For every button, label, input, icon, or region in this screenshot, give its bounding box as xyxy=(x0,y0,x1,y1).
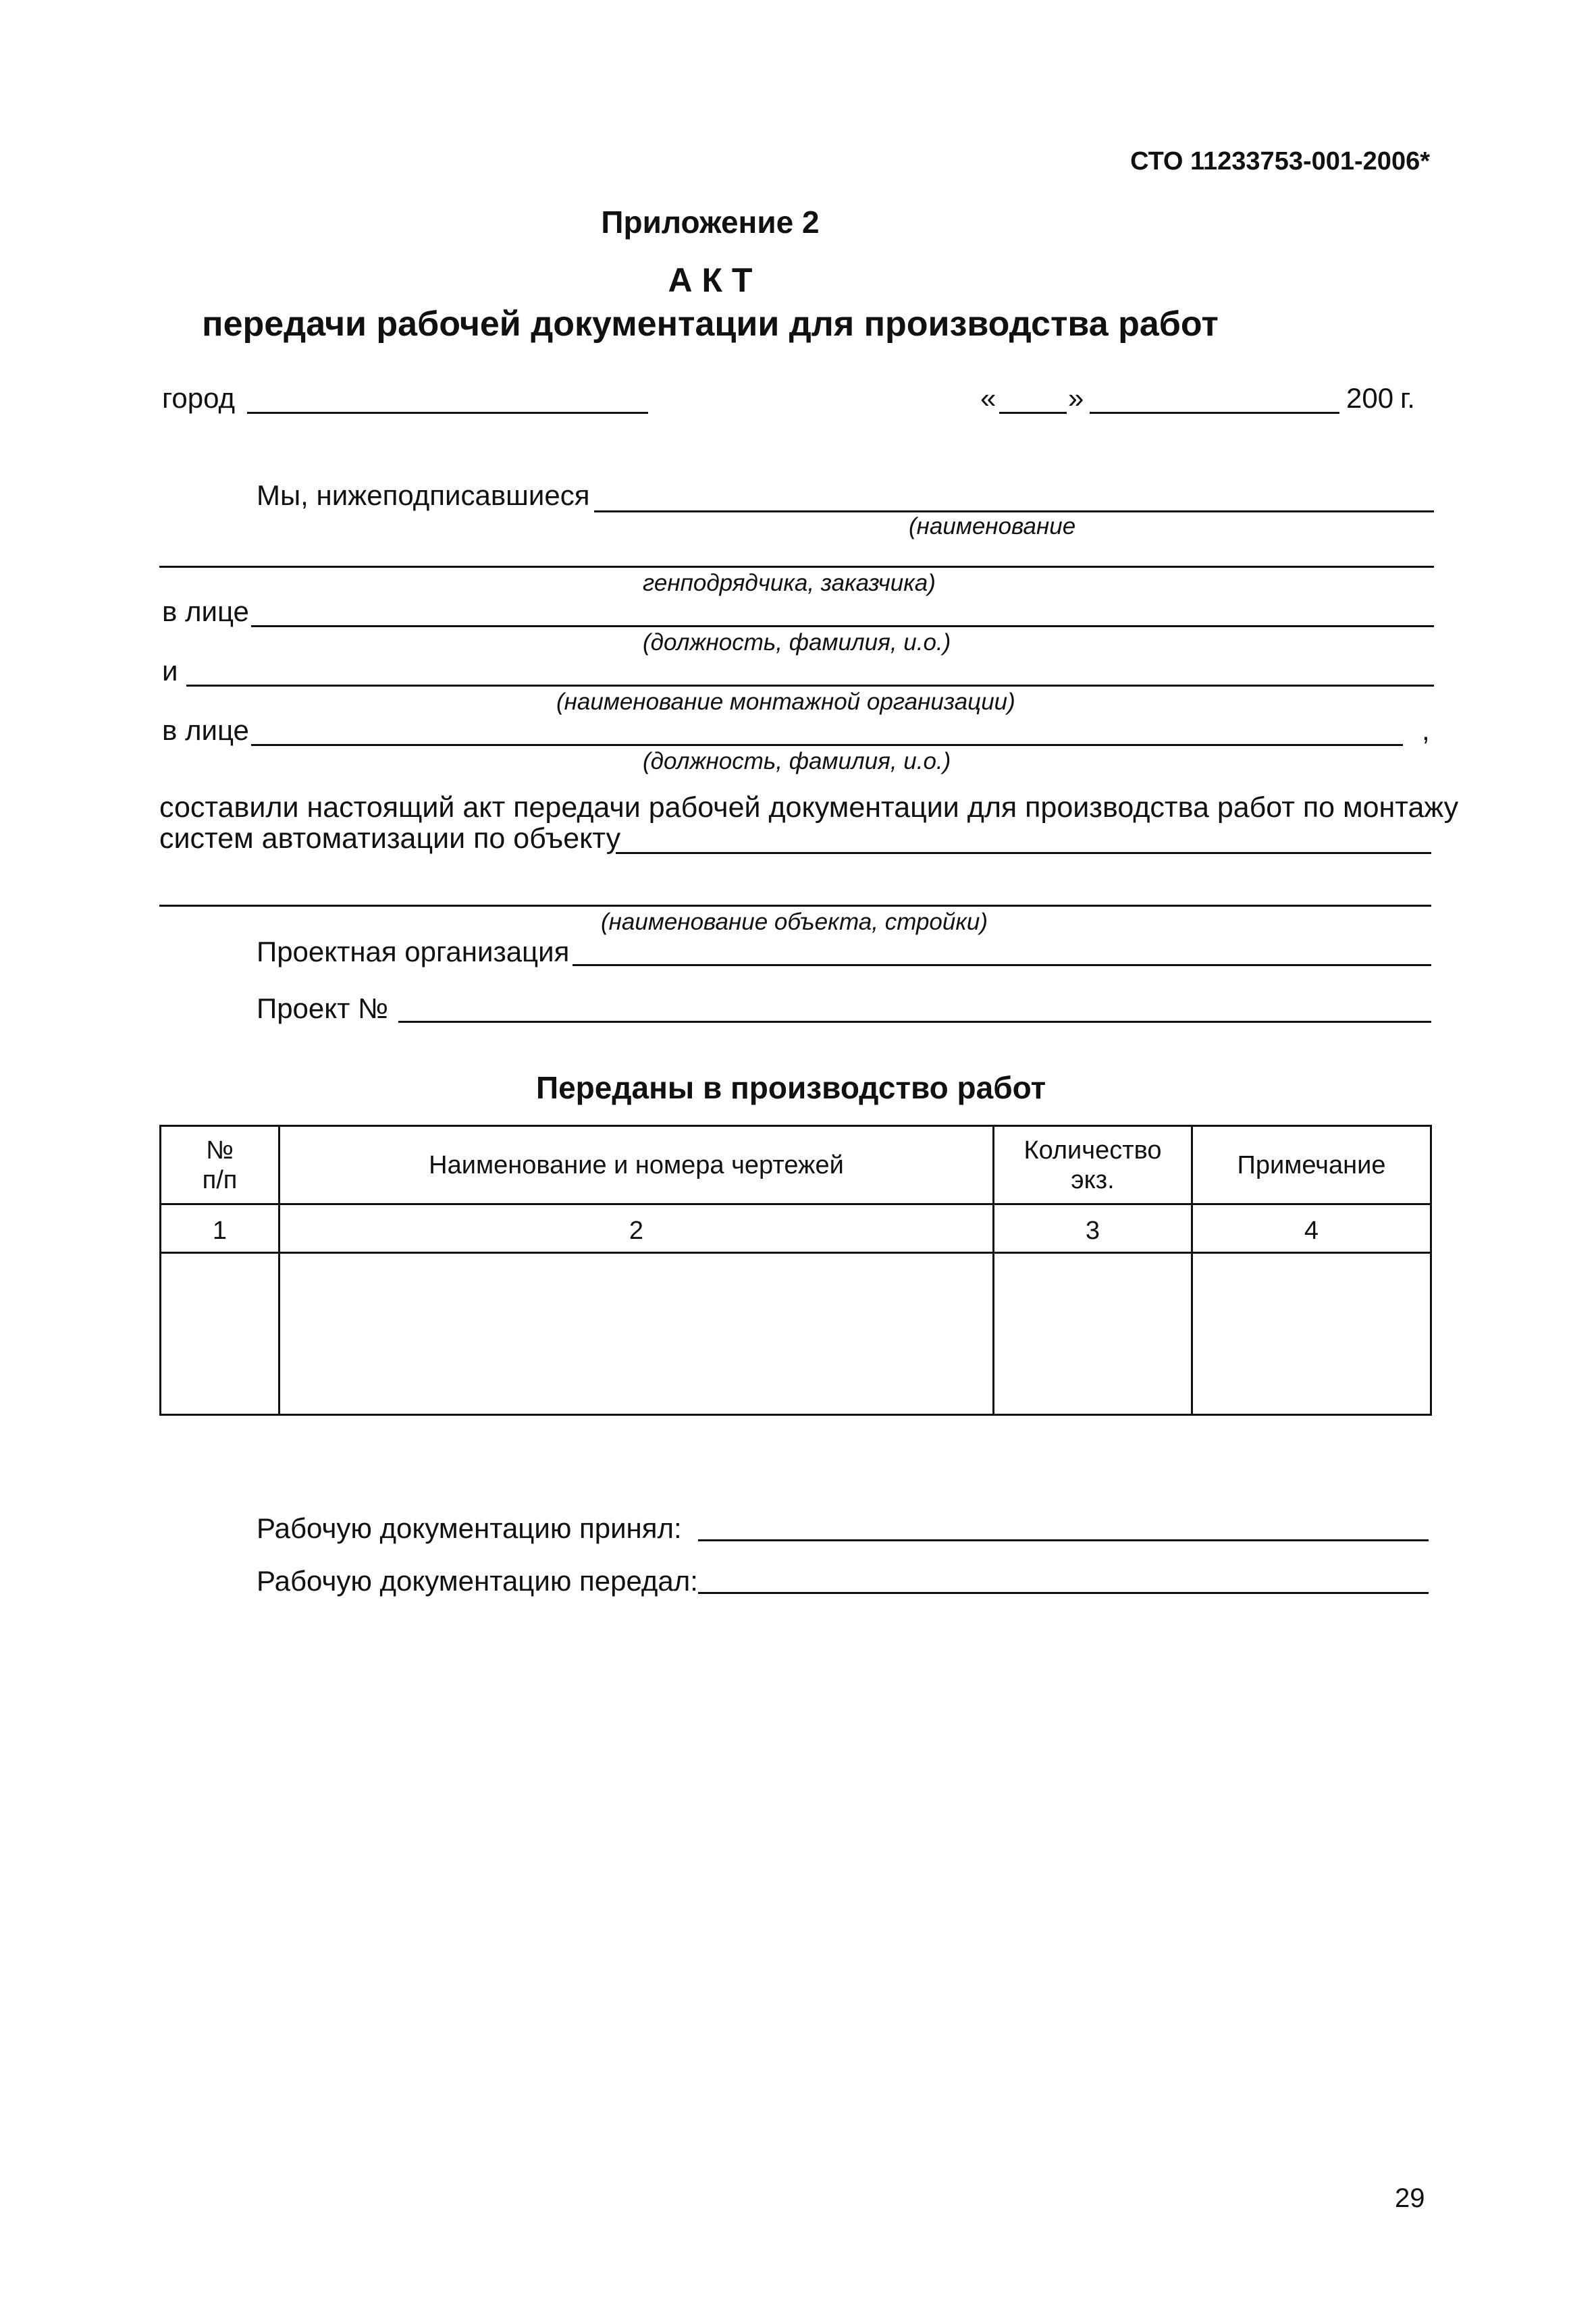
table-row xyxy=(161,1253,1431,1415)
date-day-field[interactable] xyxy=(999,412,1067,414)
body-text-line-2: систем автоматизации по объекту xyxy=(159,822,621,855)
hint-object: (наименование объекта, стройки) xyxy=(601,909,988,935)
header-qty-line1: Количество xyxy=(1023,1136,1162,1165)
transferred-label: Рабочую документацию передал: xyxy=(257,1565,698,1597)
header-num-line2: п/п xyxy=(202,1165,238,1194)
design-org-label: Проектная организация xyxy=(257,936,570,967)
section-title: Переданы в производство работ xyxy=(536,1070,1046,1105)
header-note: Примечание xyxy=(1192,1126,1431,1204)
date-year: 200 xyxy=(1346,382,1394,414)
table-cell-qty[interactable] xyxy=(994,1253,1192,1415)
parties-intro: Мы, нижеподписавшиеся xyxy=(257,479,590,511)
table-column-numbers-row xyxy=(161,1204,1431,1253)
and-label: и xyxy=(162,655,178,687)
project-label: Проект № xyxy=(257,992,389,1024)
object-field-1[interactable] xyxy=(616,852,1431,854)
table-header-row xyxy=(161,1126,1431,1204)
header-name: Наименование и номера чертежей xyxy=(280,1126,994,1204)
table-cell-note[interactable] xyxy=(1192,1253,1431,1415)
date-open-quote: « xyxy=(980,382,996,414)
in-person-label-2: в лице xyxy=(162,714,249,746)
document-title: А К Т xyxy=(668,261,753,299)
parties-name-field[interactable] xyxy=(594,510,1434,512)
table-cell-name[interactable] xyxy=(280,1253,994,1415)
header-qty xyxy=(994,1126,1192,1204)
in-person-field-1[interactable] xyxy=(251,625,1434,627)
col-number-3: 3 xyxy=(994,1204,1192,1253)
documents-table xyxy=(159,1125,1432,1416)
hint-name: (наименование xyxy=(909,513,1076,539)
table-cell-num[interactable] xyxy=(161,1253,280,1415)
hint-position-2: (должность, фамилия, и.о.) xyxy=(643,748,951,774)
appendix-label: Приложение 2 xyxy=(601,205,820,240)
date-month-field[interactable] xyxy=(1090,412,1339,414)
second-party-field[interactable] xyxy=(186,685,1434,687)
in-person-field-2[interactable] xyxy=(251,744,1403,746)
project-field[interactable] xyxy=(398,1021,1431,1023)
hint-org: (наименование монтажной организации) xyxy=(556,689,1015,715)
received-label: Рабочую документацию принял: xyxy=(257,1512,682,1544)
parties-contractor-field[interactable] xyxy=(159,566,1434,568)
hint-contractor: генподрядчика, заказчика) xyxy=(643,570,936,596)
design-org-field[interactable] xyxy=(573,964,1431,966)
header-num-line1: № xyxy=(206,1136,234,1165)
transferred-signature-field[interactable] xyxy=(698,1592,1429,1594)
col-number-1: 1 xyxy=(161,1204,280,1253)
received-signature-field[interactable] xyxy=(698,1539,1429,1541)
date-year-suffix: г. xyxy=(1400,382,1415,414)
object-field-2[interactable] xyxy=(159,905,1431,907)
date-close-quote: » xyxy=(1068,382,1084,414)
document-code: СТО 11233753-001-2006* xyxy=(1130,147,1430,176)
page-number: 29 xyxy=(1395,2183,1425,2213)
col-number-2: 2 xyxy=(280,1204,994,1253)
city-field[interactable] xyxy=(247,412,648,414)
in-person-label-1: в лице xyxy=(162,595,249,627)
header-qty-line2: экз. xyxy=(1071,1165,1115,1194)
city-label: город xyxy=(162,382,236,414)
in-person-comma: , xyxy=(1422,714,1430,746)
hint-position-1: (должность, фамилия, и.о.) xyxy=(643,629,951,656)
header-num xyxy=(161,1126,280,1204)
document-subtitle: передачи рабочей документации для производства работ xyxy=(202,304,1219,344)
body-text-line-1: составили настоящий акт передачи рабочей документации для производства работ по монтажу xyxy=(159,791,1459,824)
col-number-4: 4 xyxy=(1192,1204,1431,1253)
